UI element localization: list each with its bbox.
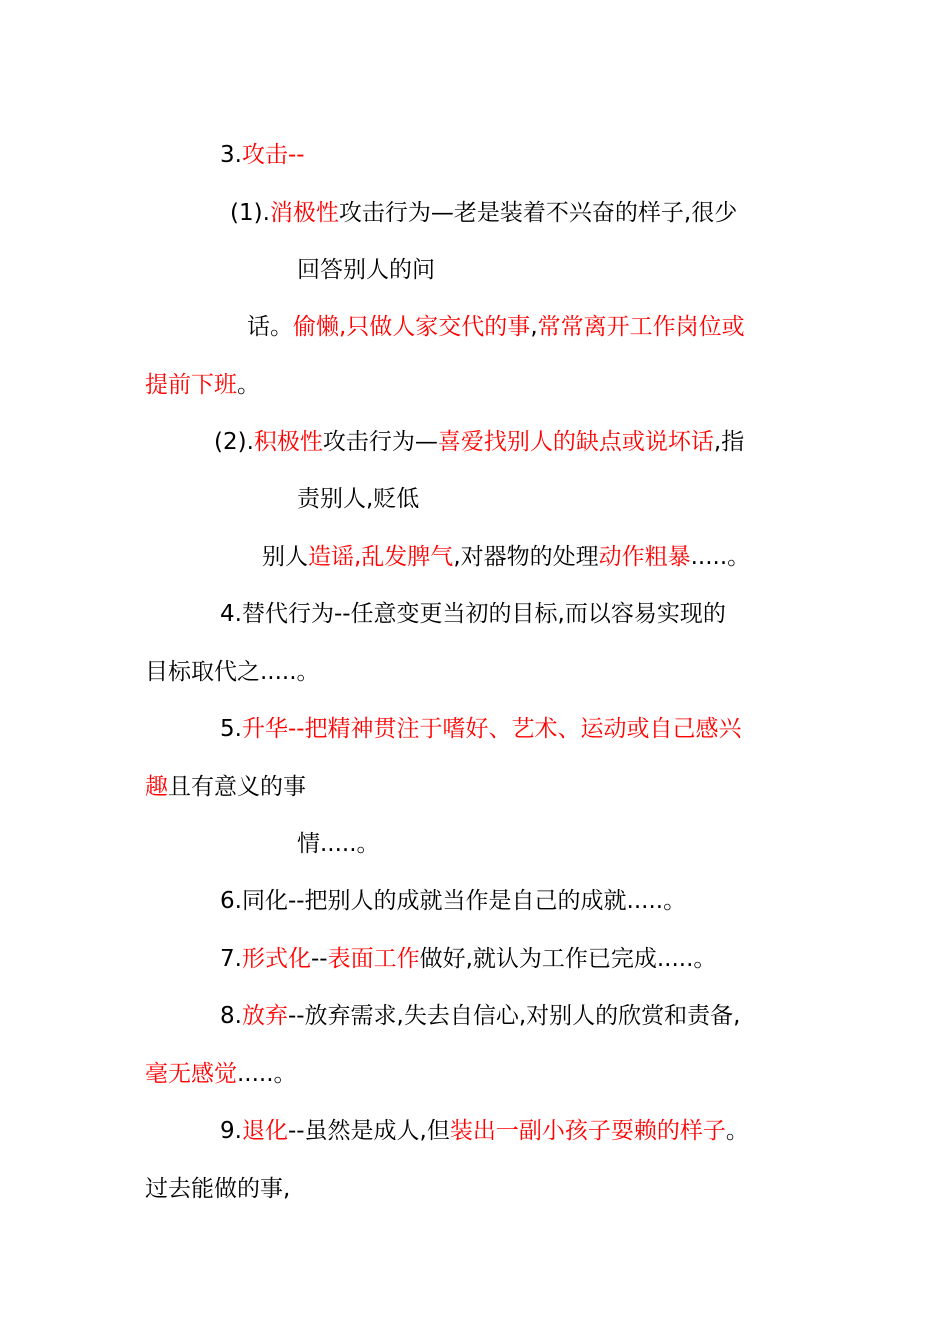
text-line bbox=[220, 886, 686, 916]
highlighted-text: 积极性 bbox=[253, 429, 323, 455]
body-text: --虽然是成人,但 bbox=[287, 1118, 450, 1144]
body-text: ,对器物的处理 bbox=[453, 544, 599, 570]
text-line bbox=[145, 1174, 290, 1204]
body-text: 责别人,贬低 bbox=[297, 486, 420, 512]
body-text: 做好,就认为工作已完成.....。 bbox=[419, 946, 717, 972]
text-line bbox=[220, 1116, 749, 1146]
body-text: (1). bbox=[230, 200, 270, 226]
body-text: -- bbox=[310, 946, 328, 972]
text-line bbox=[145, 657, 320, 687]
highlighted-text: 喜爱找别人的缺点或说坏话 bbox=[437, 429, 714, 455]
body-text: .....。 bbox=[690, 544, 751, 570]
text-line bbox=[230, 198, 737, 228]
text-line bbox=[145, 370, 260, 400]
body-text: 5. bbox=[220, 716, 242, 742]
text-line bbox=[247, 312, 745, 342]
highlighted-text: 表面工作 bbox=[327, 946, 420, 972]
body-text: 9. bbox=[220, 1118, 242, 1144]
text-line bbox=[297, 829, 380, 859]
highlighted-text: 形式化 bbox=[241, 946, 311, 972]
body-text: (2). bbox=[214, 429, 254, 455]
highlighted-text: 常常离开工作岗位或 bbox=[537, 314, 745, 340]
body-text: .....。 bbox=[237, 1061, 297, 1087]
body-text: , bbox=[530, 314, 538, 340]
text-line bbox=[262, 542, 750, 572]
highlighted-text: 攻击-- bbox=[241, 142, 305, 168]
text-line bbox=[145, 772, 306, 802]
text-line bbox=[214, 427, 744, 457]
highlighted-text: 放弃 bbox=[241, 1003, 288, 1029]
highlighted-text: 毫无感觉 bbox=[145, 1061, 237, 1087]
text-line bbox=[297, 255, 435, 285]
highlighted-text: 趣 bbox=[145, 774, 168, 800]
highlighted-text: 提前下班 bbox=[145, 372, 237, 398]
body-text: 攻击行为—老是装着不兴奋的样子,很少 bbox=[338, 200, 738, 226]
text-line bbox=[220, 714, 742, 744]
body-text: 话。 bbox=[247, 314, 293, 340]
highlighted-text: 装出一副小孩子耍赖的样子 bbox=[449, 1118, 726, 1144]
highlighted-text: 偷懒,只做人家交代的事 bbox=[293, 314, 531, 340]
body-text: 回答别人的问 bbox=[297, 257, 435, 283]
text-line bbox=[297, 484, 419, 514]
body-text: 8. bbox=[220, 1003, 242, 1029]
highlighted-text: 消极性 bbox=[269, 200, 339, 226]
body-text: 攻击行为— bbox=[322, 429, 438, 455]
body-text: 7. bbox=[220, 946, 242, 972]
highlighted-text: 动作粗暴 bbox=[598, 544, 691, 570]
highlighted-text: 造谣,乱发脾气 bbox=[308, 544, 454, 570]
body-text: 。 bbox=[237, 372, 260, 398]
body-text: --放弃需求,失去自信心,对别人的欣赏和责备, bbox=[287, 1003, 741, 1029]
body-text: 。 bbox=[725, 1118, 749, 1144]
body-text: 6.同化--把别人的成就当作是自己的成就.....。 bbox=[220, 888, 687, 914]
body-text: ,指 bbox=[713, 429, 745, 455]
body-text: 4.替代行为--任意变更当初的目标,而以容易实现的 bbox=[220, 601, 726, 627]
highlighted-text: 升华--把精神贯注于嗜好、艺术、运动或自己感兴 bbox=[241, 716, 742, 742]
body-text: 且有意义的事 bbox=[168, 774, 306, 800]
text-line bbox=[220, 1001, 741, 1031]
text-line bbox=[220, 599, 726, 629]
body-text: 目标取代之.....。 bbox=[145, 659, 320, 685]
body-text: 别人 bbox=[262, 544, 308, 570]
highlighted-text: 退化 bbox=[241, 1118, 288, 1144]
body-text: 情.....。 bbox=[297, 831, 380, 857]
text-line bbox=[220, 140, 305, 170]
text-line bbox=[220, 944, 716, 974]
body-text: 3. bbox=[220, 142, 242, 168]
text-line bbox=[145, 1059, 297, 1089]
body-text: 过去能做的事, bbox=[145, 1176, 291, 1202]
